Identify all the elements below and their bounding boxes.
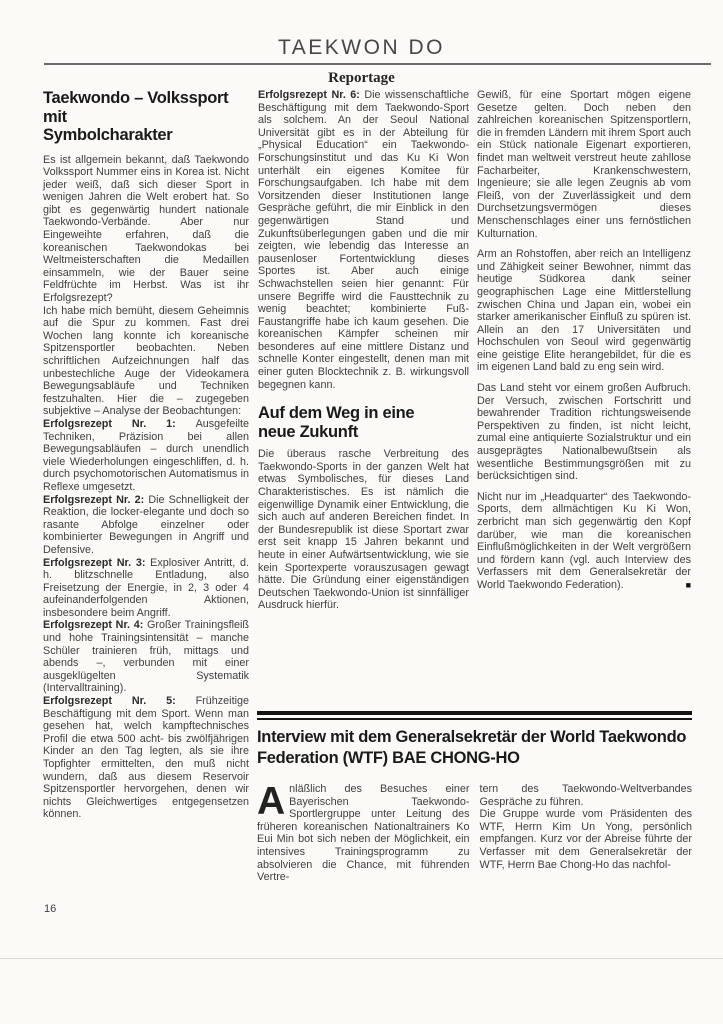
paragraph-lead: Erfolgsrezept Nr. 1:: [43, 417, 196, 430]
paragraph-lead: Erfolgsrezept Nr. 4:: [43, 619, 147, 632]
paragraph: Erfolgsrezept Nr. 5: Frühzeitige Beschäftigung mit dem Sport. Wenn man gesehen hat, welch kampftechnisches Profil die etwa 500 acht- bis zwölfjährigen Kinder an den Tag legten, als sie ihre Topfighter ermittelten, den muß nicht wundern, daß aus diesem Reservoir Spitzensportler hervorgehen, denen wir nichts Gleichwertiges entgegensetzen können.: [43, 695, 249, 821]
paragraph: Erfolgsrezept Nr. 6: Die wissenschaftliche Beschäftigung mit dem Taekwondo-Sport als solchem. An der Seoul National Universität gibt es in der Abteilung für „Physical Education“ ein Taekwondo-Forschungsinstitut und das Ku Ki Won unterhält ein eigenes Komitee für Forschungsaufgaben. Ich habe mit dem Vorsitzenden dieser Institutionen lange Gespräche geführt, die mir Einblick in den gegenwärtigen Stand und Zukunftsüberlegungen gaben und die mir zeigten, wie lebendig das Interesse an pausenloser Fortentwicklung dieses Sportes ist. Aber auch einige Schwachstellen seien hier genannt: Für unsere Begriffe wird die Fausttechnik zu wenig beachtet; kombinierte Fuß-Faustangriffe habe ich kaum gesehen. Die koreanischen Kämpfer scheinen mir besonderes auf eine mittlere Distanz und schnelle Konter eingestellt, denen man mit einer guten Blocktechnik z. B. wirkungsvoll begegnen kann.: [258, 89, 470, 391]
interview-title-line1: Interview mit dem Generalsekretär der World Taekwondo: [257, 728, 687, 746]
paragraph: Erfolgsrezept Nr. 1: Ausgefeilte Techniken, Präzision bei allen Bewegungsabläufen – durch unendlich viele Wiederholungen eingeschliffen, d. h. durch psychomotorischen Automatismus in Reflexe umgesetzt.: [43, 417, 249, 493]
paragraph: Gewiß, für eine Sportart mögen eigene Gesetze gelten. Doch neben den zahlreichen koreanischen Spitzensportlern, die in fremden Ländern mit ihrem Sport auch ein Stück nationale Eigenart exportieren, findet man weltweit verstreut heute zahllose Facharbeiter, Krankenschwestern, Ingenieure; sie alle legen Zeugnis ab vom Fleiß, von der Zuverlässigkeit und dem Durchsetzungsvermögen dieses Menschenschlages einer uns fernöstlichen Kulturnation.: [477, 89, 691, 240]
article-title-line2: Symbolcharakter: [43, 126, 173, 144]
article-text-left: [43, 154, 249, 821]
paragraph: Die überaus rasche Verbreitung des Taekwondo-Sports in der ganzen Welt hat etwas Symbolisches, für dieses Land Charakteristisches. Es ist nämlich die eigenwillige Dynamik einer Entwicklung, die sich auch auf anderen Bereichen findet. In der Bundesrepublik ist diese Sportart zwar erst seit knapp 15 Jahren bekannt und heute in einer Aufwärtsentwicklung, wie sie kein Sportexperte vorauszusagen gewagt hätte. Die Gründung einer eigenständigen Deutschen Taekwondo-Union ist sinnfälliger Ausdruck hierfür.: [258, 448, 469, 612]
page-edge-artifact: [0, 958, 723, 959]
paragraph: tern des Taekwondo-Weltverbandes Gespräche zu führen.: [479, 783, 692, 808]
dropcap-letter: A: [257, 780, 286, 823]
interview-title: [257, 727, 692, 769]
column-middle: [258, 89, 469, 612]
paragraph-lead: Erfolgsrezept Nr. 5:: [43, 695, 196, 708]
article-title-line1: Taekwondo – Volkssport mit: [43, 89, 229, 126]
paragraph: Das Land steht vor einem großen Aufbruch. Der Versuch, zwischen Fortschritt und bewahrender Tradition richtungsweisende Perspektiven zu finden, ist nicht leicht, zumal eine antiquierte Sozialstruktur und ein ausgeprägtes Nationalbewußtsein als wesentliche Bestimmungsgrößen mit zu berücksichtigen sind.: [477, 382, 691, 483]
paragraph-lead: Erfolgsrezept Nr. 6:: [258, 89, 365, 101]
paragraph: Die Gruppe wurde vom Präsidenten des WTF, Herrn Kim Un Yong, persönlich empfangen. Kurz vor der Abreise führte der Verfasser mit dem Generalsekretär der WTF, Herrn Bae Chong-Ho das nachfol-: [479, 808, 692, 871]
end-of-article-marker-icon: ■: [685, 579, 691, 590]
interview-title-line2: Federation (WTF) BAE CHONG-HO: [257, 749, 520, 767]
paragraph: Erfolgsrezept Nr. 2: Die Schnelligkeit der Reaktion, die locker-elegante und doch so rasante Abfolge einzelner oder kombinierter Bewegungen in Angriff und Defensive.: [43, 493, 249, 556]
paragraph: Erfolgsrezept Nr. 4: Großer Trainingsfleiß und hohe Trainingsintensität – manche Schüler trainieren früh, mittags und abends –, verbunden mit einer ausgeklügelten Systematik (Intervalltraining).: [43, 619, 250, 695]
paragraph: Erfolgsrezept Nr. 3: Explosiver Antritt, d. h. blitzschnelle Entladung, also Freisetzung der Energie, in 2, 3 oder 4 aufeinanderfolgenden Aktionen, insbesondere beim Angriff.: [43, 556, 249, 619]
interview-column-right: [480, 783, 693, 884]
paragraph: Ich habe mich bemüht, diesem Geheimnis auf die Spur zu kommen. Fast drei Wochen lang konnte ich koreanische Spitzensportler beobachten. Neben schriftlichen Aufzeichnungen half das unbestechliche Auge der Videokamera Bewegungsabläufe und Techniken festzuhalten. Hier die – zugegeben subjektive – Analyse der Beobachtungen:: [43, 304, 249, 418]
subheading: Auf dem Weg in eine neue Zukunft: [258, 404, 415, 441]
paragraph: Arm an Rohstoffen, aber reich an Intelligenz und Zähigkeit seiner Bewohner, nimmt das heutige Südkorea dank seiner geographischen Lage eine Mittlerstellung zwischen China und Japan ein, wobei ein starker amerikanischer Einfluß zu spüren ist. Allein an den 17 Universitäten und Hochschulen von Seoul wird gegenwärtig eine geistige Elite herangebildet, für die es im eigenen Land bald zu eng sein wird.: [477, 248, 691, 374]
interview-section: [257, 711, 692, 884]
paragraph: Es ist allgemein bekannt, daß Taekwondo Volkssport Nummer eins in Korea ist. Nicht jeder weiß, daß sich dieser Sport in wenigen Jahren die Welt erobert hat. So gibt es gegenwärtig hundert nationale Taekwondo-Verbände. Aber nur Eingeweihte erfahren, daß die koreanischen Taekwondokas bei Weltmeisterschaften die Medaillen einsammeln, wie der Bauer seine Feldfrüchte im Herbst. Was ist ihr Erfolgsrezept?: [43, 153, 249, 305]
paragraph: [257, 780, 470, 884]
masthead-rule: [44, 63, 711, 65]
paragraph-lead: Erfolgsrezept Nr. 2:: [43, 493, 149, 506]
interview-text-left: nläßlich des Besuches einer Bayerischen Taekwondo-Sportlergruppe unter Leitung des früheren koreanischen Nationaltrainers Ko Eui Min bot sich neben der Möglichkeit, ein intensives Trainingsprogramm zu absolvieren die Chance, mit führenden Vertre-: [257, 783, 470, 884]
column-left: [43, 89, 249, 821]
interview-column-left: [257, 780, 470, 884]
section-divider-rule: [257, 711, 692, 720]
paragraph: Nicht nur im „Headquarter“ des Taekwondo-Sports, dem allmächtigen Ku Ki Won, zerbricht man sich gegenwärtig den Kopf darüber, wie man die koreanischen Einflußmöglichkeiten in der Welt vergrößern und fördern kann (vgl. auch Interview des Verfassers mit dem Generalsekretär der World Taekwondo Federation). ■: [477, 490, 691, 591]
article-title: [43, 89, 249, 145]
page-number: 16: [44, 903, 57, 915]
masthead-title: TAEKWON DO: [278, 36, 445, 59]
article-text-middle: [258, 89, 469, 612]
article-text-right: [477, 89, 691, 592]
section-kicker: Reportage: [328, 70, 395, 86]
interview-columns: [257, 780, 692, 884]
paragraph-lead: Erfolgsrezept Nr. 3:: [43, 556, 151, 569]
column-right: [477, 89, 691, 592]
